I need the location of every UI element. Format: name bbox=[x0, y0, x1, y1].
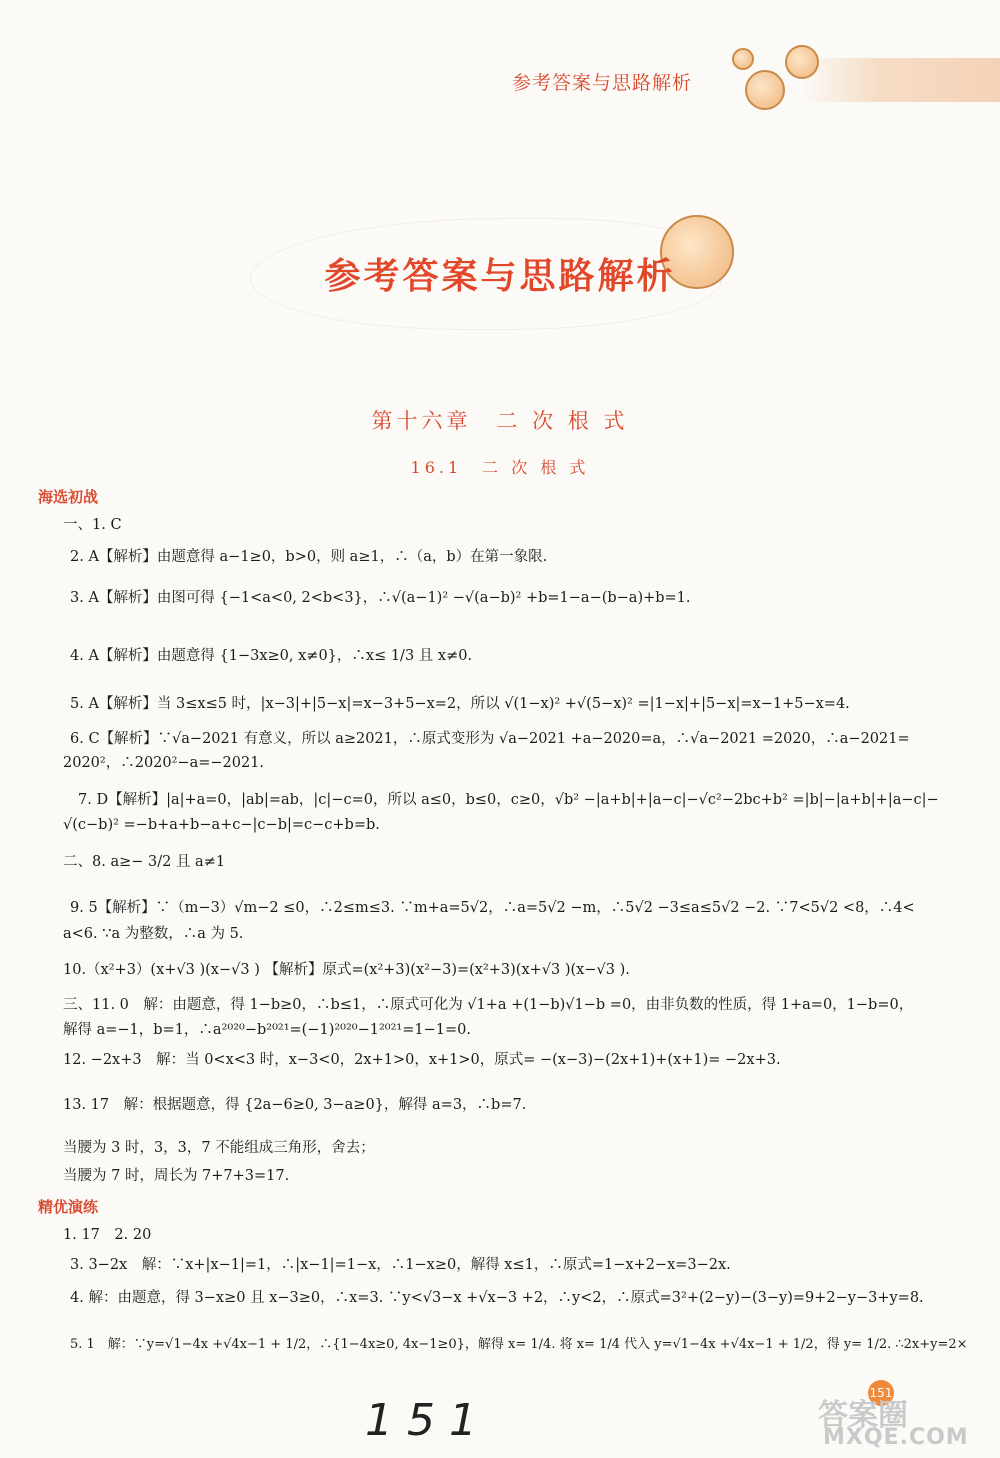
section-tag-2: 精优演练 bbox=[38, 1198, 99, 1216]
answer-line: 1. 17 2. 20 bbox=[63, 1227, 152, 1243]
answer-line: 3. A【解析】由图可得 {−1<a<0, 2<b<3}，∴√(a−1)² −√(a−b)² +b=1−a−(b−a)+b=1. bbox=[70, 590, 691, 606]
answer-line: 当腰为 3 时，3，3，7 不能组成三角形，舍去； bbox=[63, 1140, 375, 1156]
header-band bbox=[800, 58, 1000, 102]
answer-line: 5. 1 解：∵y=√1−4x +√4x−1 + 1/2，∴{1−4x≥0, 4x−1≥0}，解得 x= 1/4. 将 x= 1/4 代入 y=√1−4x +√4x−1 + 1/2，得 y= 1/2. ∴2x+y=2× bbox=[70, 1337, 968, 1352]
watermark-url: MXQE.COM bbox=[823, 1425, 969, 1450]
handwritten-page-number: 151 bbox=[365, 1395, 491, 1446]
chapter-heading: 第十六章 二 次 根 式 bbox=[371, 409, 629, 433]
answer-line: a<6. ∵a 为整数，∴a 为 5. bbox=[63, 926, 244, 942]
section-tag-1: 海选初战 bbox=[38, 488, 99, 506]
answer-line: 4. A【解析】由题意得 {1−3x≥0, x≠0}，∴x≤ 1/3 且 x≠0. bbox=[70, 648, 473, 664]
answer-line: 一、1. C bbox=[63, 517, 122, 533]
planet-icon bbox=[785, 45, 819, 79]
answer-line: 二、8. a≥− 3/2 且 a≠1 bbox=[63, 854, 226, 870]
page-title: 参考答案与思路解析 bbox=[324, 256, 676, 297]
section-heading: 16.1 二 次 根 式 bbox=[410, 458, 590, 477]
answer-line: 5. A【解析】当 3≤x≤5 时，|x−3|+|5−x|=x−3+5−x=2，所以 √(1−x)² +√(5−x)² =|1−x|+|5−x|=x−1+5−x=4. bbox=[70, 696, 850, 712]
answer-line: 当腰为 7 时，周长为 7+7+3=17. bbox=[63, 1168, 290, 1184]
header-title: 参考答案与思路解析 bbox=[512, 72, 693, 94]
page-number-badge: 151 bbox=[868, 1380, 894, 1406]
answer-line: 4. 解：由题意，得 3−x≥0 且 x−3≥0，∴x=3. ∵y<√3−x +√x−3 +2，∴y<2，∴原式=3²+(2−y)−(3−y)=9+2−y−3+y=8. bbox=[70, 1290, 924, 1306]
answer-line: 10.（x²+3）(x+√3 )(x−√3 ) 【解析】原式=(x²+3)(x²−3)=(x²+3)(x+√3 )(x−√3 ). bbox=[63, 962, 630, 978]
answer-line: 2020²，∴2020²−a=−2021. bbox=[63, 755, 265, 771]
answer-line: 6. C【解析】∵√a−2021 有意义，所以 a≥2021，∴原式变形为 √a−2021 +a−2020=a，∴√a−2021 =2020，∴a−2021= bbox=[70, 731, 910, 747]
answer-line: 9. 5【解析】∵（m−3）√m−2 ≤0，∴2≤m≤3. ∵m+a=5√2，∴a=5√2 −m，∴5√2 −3≤a≤5√2 −2. ∵7<5√2 <8，∴4< bbox=[70, 900, 915, 916]
answer-line: 2. A【解析】由题意得 a−1≥0，b>0，则 a≥1，∴（a，b）在第一象限. bbox=[70, 549, 548, 565]
answer-line: 12. −2x+3 解：当 0<x<3 时，x−3<0，2x+1>0，x+1>0，原式= −(x−3)−(2x+1)+(x+1)= −2x+3. bbox=[63, 1052, 781, 1068]
answer-line: 7. D【解析】|a|+a=0，|ab|=ab，|c|−c=0，所以 a≤0，b≤0，c≥0，√b² −|a+b|+|a−c|−√c²−2bc+b² =|b|−|a+b|+|a−c|− bbox=[78, 792, 939, 808]
answer-line: √(c−b)² =−b+a+b−a+c−|c−b|=c−c+b=b. bbox=[63, 817, 380, 833]
planet-icon bbox=[745, 70, 785, 110]
answer-line: 13. 17 解：根据题意，得 {2a−6≥0, 3−a≥0}，解得 a=3，∴b=7. bbox=[63, 1097, 527, 1113]
answer-line: 3. 3−2x 解：∵x+|x−1|=1，∴|x−1|=1−x，∴1−x≥0，解得 x≤1，∴原式=1−x+2−x=3−2x. bbox=[70, 1257, 731, 1273]
answer-line: 三、11. 0 解：由题意，得 1−b≥0，∴b≤1，∴原式可化为 √1+a +(1−b)√1−b =0，由非负数的性质，得 1+a=0，1−b=0， bbox=[63, 997, 914, 1013]
planet-icon bbox=[732, 48, 754, 70]
answer-line: 解得 a=−1，b=1，∴a²⁰²⁰−b²⁰²¹=(−1)²⁰²⁰−1²⁰²¹=1−1=0. bbox=[63, 1022, 471, 1038]
watermark-logo: 答案圈 bbox=[818, 1398, 908, 1433]
